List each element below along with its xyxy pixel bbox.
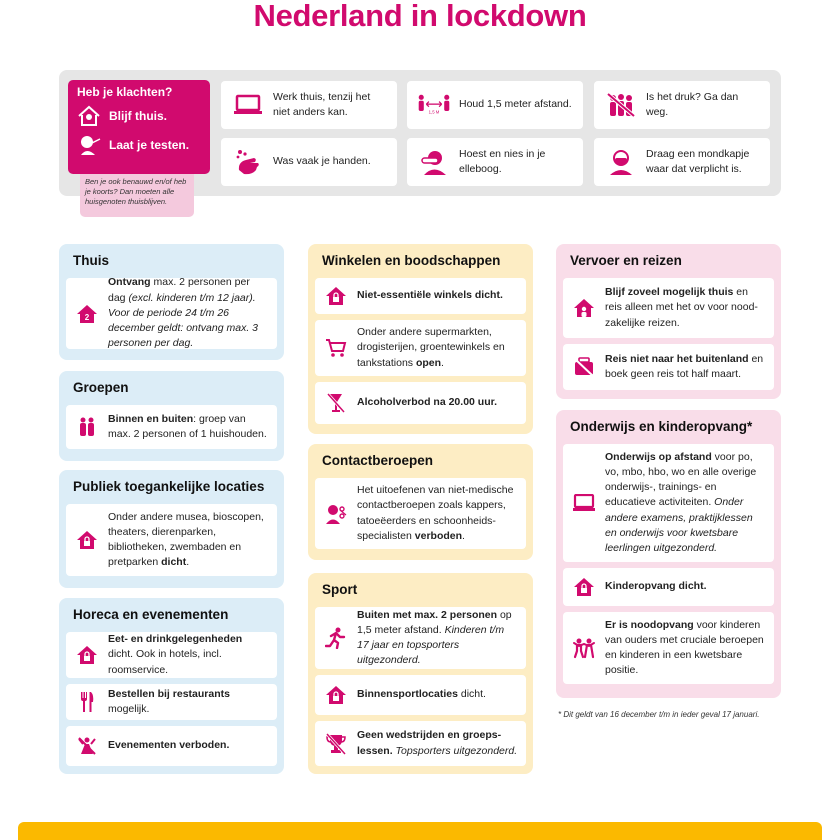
children-icon — [571, 637, 597, 659]
section-title: Winkelen en boodschappen — [322, 253, 501, 268]
crowd-icon — [604, 92, 638, 118]
house-person-icon — [571, 298, 597, 318]
shopping-cart-icon — [323, 338, 349, 358]
laptop-icon — [571, 494, 597, 512]
list-item: Reis niet naar het buitenland en boek geen reis tot half maart. — [563, 344, 774, 390]
get-tested-label: Laat je testen. — [109, 138, 190, 152]
section-groepen — [59, 371, 284, 461]
list-item: Kinderopvang dicht. — [563, 568, 774, 606]
distance-icon — [417, 92, 451, 118]
list-item: Onder andere supermarkten, drogisterijen, groentewinkels en tankstations open. — [315, 320, 526, 376]
complaints-question: Heb je klachten? — [77, 85, 173, 99]
cutlery-icon — [74, 691, 100, 713]
list-item: Binnensportlocaties dicht. — [315, 675, 526, 715]
tip-crowd: Is het druk? Ga dan weg. — [594, 81, 770, 129]
closed-building-icon — [571, 577, 597, 597]
no-alcohol-icon — [323, 392, 349, 414]
no-trophy-icon — [323, 733, 349, 755]
list-item: Blijf zoveel mogelijk thuis en reis alleen met het ov voor nood-zakelijke reizen. — [563, 278, 774, 338]
test-swab-icon — [77, 133, 101, 157]
section-title: Sport — [322, 582, 358, 597]
section-horeca — [59, 598, 284, 774]
bottom-bar — [18, 822, 822, 840]
tip-face-mask: Draag een mondkapje waar dat verplicht is. — [594, 138, 770, 186]
section-title: Onderwijs en kinderopvang* — [570, 419, 753, 434]
house-2-icon — [74, 304, 100, 324]
section-sport — [308, 573, 533, 774]
section-vervoer — [556, 244, 781, 399]
no-event-icon — [74, 736, 100, 756]
section-contact — [308, 444, 533, 560]
hand-wash-icon — [231, 148, 265, 176]
section-onderwijs — [556, 410, 781, 698]
tip-cough-elbow: Hoest en nies in je elleboog. — [407, 138, 583, 186]
running-icon — [323, 627, 349, 649]
list-item: Het uitoefenen van niet-medische contactberoepen zoals kappers, tatoeëerders en schoonheids-specialisten verboden. — [315, 478, 526, 549]
section-title: Vervoer en reizen — [570, 253, 682, 268]
section-thuis — [59, 244, 284, 360]
list-item: 2 Ontvang max. 2 personen per dag (excl. kinderen t/m 12 jaar). Voor de periode 24 t/m 26 december geldt: ontvang max. 3 personen per dag. — [66, 278, 277, 349]
complaints-box — [68, 80, 210, 174]
list-item: Buiten met max. 2 personen op 1,5 meter afstand. Kinderen t/m 17 jaar en topsporters uitgezonderd. — [315, 607, 526, 669]
no-travel-icon — [571, 357, 597, 377]
list-item: Onder andere musea, bioscopen, theaters, dierenparken, bibliotheken, zwembaden en pretparken dicht. — [66, 504, 277, 576]
complaints-note: Ben je ook benauwd en/of heb je koorts? Dan moeten alle huisgenoten thuisblijven. — [80, 174, 194, 217]
tip-work-home: Werk thuis, tenzij het niet anders kan. — [221, 81, 397, 129]
list-item: Geen wedstrijden en groeps-lessen. Topsporters uitgezonderd. — [315, 721, 526, 766]
list-item: Alcoholverbod na 20.00 uur. — [315, 382, 526, 424]
face-mask-icon — [604, 148, 638, 176]
section-title: Thuis — [73, 253, 109, 268]
closed-building-icon — [74, 530, 100, 550]
section-title: Contactberoepen — [322, 453, 434, 468]
list-item: Binnen en buiten: groep van max. 2 personen of 1 huishouden. — [66, 405, 277, 449]
section-winkelen — [308, 244, 533, 434]
section-title: Publiek toegankelijke locaties — [73, 479, 265, 494]
list-item: Eet- en drinkgelegenheden dicht. Ook in hotels, incl. roomservice. — [66, 632, 277, 678]
group-icon — [74, 417, 100, 437]
house-number: 2 — [84, 312, 90, 322]
footnote: * Dit geldt van 16 december t/m in ieder geval 17 januari. — [558, 710, 760, 719]
list-item: Niet-essentiële winkels dicht. — [315, 278, 526, 314]
list-item: Evenementen verboden. — [66, 726, 277, 766]
page-title: Nederland in lockdown — [253, 0, 587, 33]
closed-building-icon — [323, 685, 349, 705]
stay-home-label: Blijf thuis. — [109, 109, 167, 123]
section-publiek — [59, 470, 284, 588]
list-item: Er is noodopvang voor kinderen van ouders met cruciale beroepen en kinderen in een kwetsbare positie. — [563, 612, 774, 684]
closed-shop-icon — [323, 286, 349, 306]
tip-distance: 1,5 M Houd 1,5 meter afstand. — [407, 81, 583, 129]
distance-label: 1,5 M — [428, 109, 440, 115]
list-item: Bestellen bij restaurants mogelijk. — [66, 684, 277, 720]
laptop-icon — [231, 94, 265, 116]
list-item: Onderwijs op afstand voor po, vo, mbo, hbo, wo en alle overige onderwijs-, trainings- en educatieve activiteiten. Onder andere examens, praktijklessen en onderwijs voor kwetsbare leerlingen uitgezonderd. — [563, 444, 774, 562]
section-title: Groepen — [73, 380, 129, 395]
section-title: Horeca en evenementen — [73, 607, 229, 622]
hairdresser-icon — [323, 503, 349, 525]
cough-elbow-icon — [417, 148, 451, 176]
tip-wash-hands: Was vaak je handen. — [221, 138, 397, 186]
closed-building-icon — [74, 645, 100, 665]
house-person-icon — [77, 105, 101, 127]
